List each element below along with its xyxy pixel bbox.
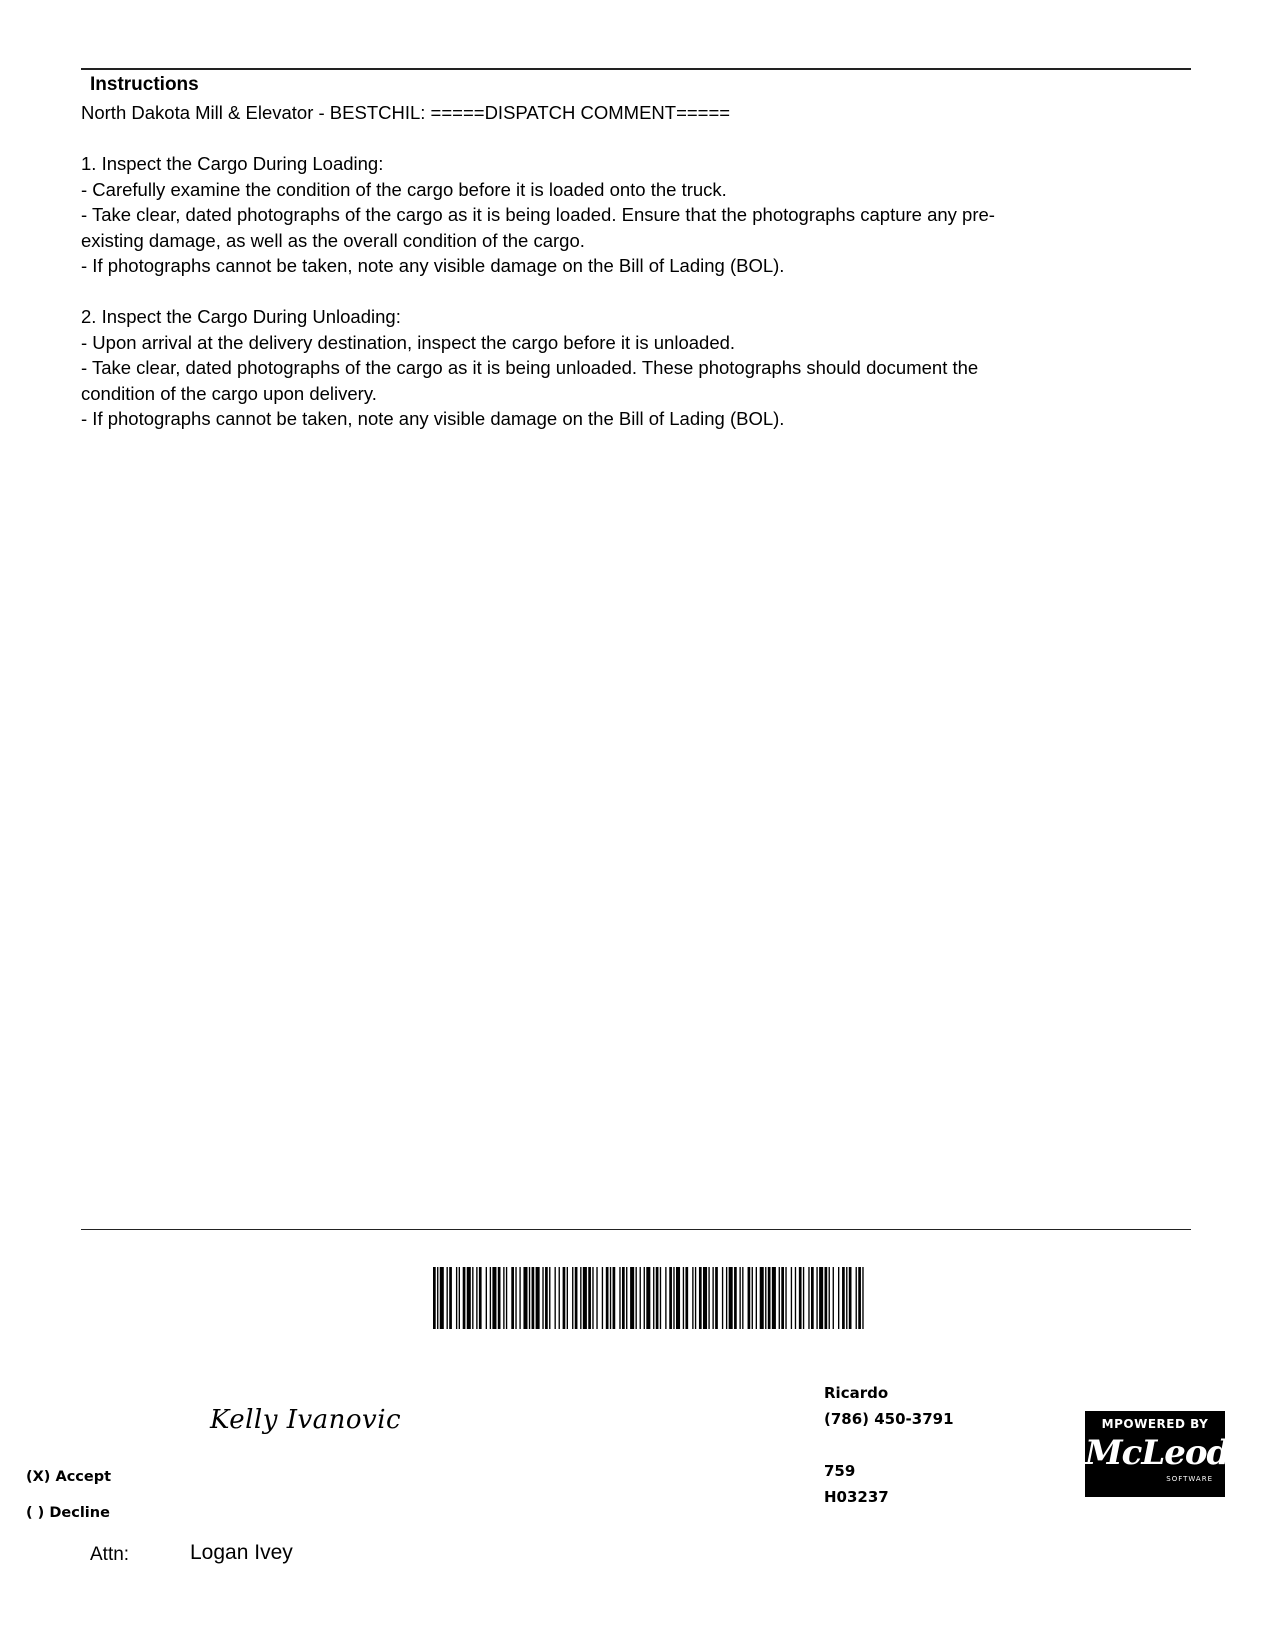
barcode-bar [596, 1267, 597, 1329]
decline-option[interactable]: ( ) Decline [26, 1505, 110, 1521]
barcode-bar [559, 1267, 560, 1329]
barcode-bar [532, 1267, 535, 1329]
barcode-bar [748, 1267, 751, 1329]
barcode-bar [476, 1267, 477, 1329]
contact-phone: (786) 450-3791 [824, 1410, 954, 1428]
barcode-bar [472, 1267, 473, 1329]
logo-main-text: McLeod [1085, 1433, 1230, 1473]
barcode-bar [765, 1267, 766, 1329]
barcode-bar [511, 1267, 514, 1329]
barcode-bar [626, 1267, 627, 1329]
barcode-bar [646, 1267, 650, 1329]
barcode-bar [683, 1267, 684, 1329]
barcode-bar [630, 1267, 634, 1329]
barcode-bar [653, 1267, 654, 1329]
barcode-bar [619, 1267, 620, 1329]
barcode-bar [580, 1267, 581, 1329]
barcode-bar [542, 1267, 543, 1329]
barcode-bar [849, 1267, 852, 1329]
barcode-bar [660, 1267, 661, 1329]
barcode-bar [752, 1267, 753, 1329]
barcode-bar [665, 1267, 666, 1329]
contact-code-1: 759 [824, 1462, 856, 1480]
barcode-bar [695, 1267, 696, 1329]
barcode-bar [447, 1267, 448, 1329]
barcode-bar [768, 1267, 771, 1329]
barcode-bar [856, 1267, 857, 1329]
barcode-bar [739, 1267, 740, 1329]
barcode-bar [726, 1267, 727, 1329]
barcode-bar [808, 1267, 809, 1329]
barcode-bar [440, 1267, 444, 1329]
barcode-bar [669, 1267, 672, 1329]
barcode-bar [644, 1267, 645, 1329]
barcode-bar [846, 1267, 847, 1329]
barcode-bar [459, 1267, 460, 1329]
instructions-title: Instructions [90, 74, 199, 95]
barcode-bar [734, 1267, 737, 1329]
barcode-bar [803, 1267, 804, 1329]
attn-label: Attn: [90, 1544, 130, 1565]
barcode-bar [795, 1267, 796, 1329]
barcode-bar [842, 1267, 845, 1329]
barcode-bar [456, 1267, 457, 1329]
barcode-bar [715, 1267, 718, 1329]
barcode-bar [467, 1267, 471, 1329]
barcode-bar [640, 1267, 641, 1329]
barcode-bar [656, 1267, 659, 1329]
barcode-bar [519, 1267, 520, 1329]
barcode-bar [676, 1267, 680, 1329]
barcode-bar [756, 1267, 757, 1329]
barcode-bar [490, 1267, 491, 1329]
barcode-bar [588, 1267, 591, 1329]
barcode-bar [555, 1267, 556, 1329]
barcode-bar [811, 1267, 814, 1329]
barcode-bar [572, 1267, 573, 1329]
barcode-bar [583, 1267, 587, 1329]
barcode-bar [610, 1267, 611, 1329]
barcode-bar [437, 1267, 438, 1329]
mcleod-logo [1085, 1411, 1230, 1497]
barcode-bar [799, 1267, 802, 1329]
barcode-bar [606, 1267, 609, 1329]
barcode-bar [503, 1267, 504, 1329]
barcode-bar [622, 1267, 625, 1329]
barcode-bar [492, 1267, 496, 1329]
signature: Kelly Ivanovic [210, 1405, 402, 1435]
barcode-bar [829, 1267, 830, 1329]
barcode-bar [529, 1267, 530, 1329]
barcode-bar [833, 1267, 834, 1329]
barcode-bar [712, 1267, 713, 1329]
barcode-bar [545, 1267, 548, 1329]
barcode-bar [486, 1267, 487, 1329]
barcode-bar [592, 1267, 593, 1329]
barcode-bar [433, 1267, 436, 1329]
barcode-bar [563, 1267, 566, 1329]
barcode [433, 1267, 866, 1329]
barcode-bar [673, 1267, 674, 1329]
barcode-bar [685, 1267, 688, 1329]
barcode-bar [791, 1267, 792, 1329]
barcode-bar [515, 1267, 516, 1329]
barcode-bar [549, 1267, 550, 1329]
top-divider [81, 68, 1191, 70]
attn-name: Logan Ivey [190, 1541, 293, 1564]
barcode-bar [567, 1267, 568, 1329]
barcode-bar [463, 1267, 466, 1329]
barcode-bar [498, 1267, 501, 1329]
barcode-bar [708, 1267, 709, 1329]
logo-top-text: MPOWERED BY [1101, 1417, 1209, 1431]
barcode-bar [479, 1267, 482, 1329]
barcode-bar [838, 1267, 839, 1329]
barcode-bar [602, 1267, 603, 1329]
barcode-bar [825, 1267, 828, 1329]
barcode-bar [536, 1267, 540, 1329]
barcode-bar [785, 1267, 786, 1329]
barcode-bar [703, 1267, 707, 1329]
barcode-bar [742, 1267, 743, 1329]
contact-name: Ricardo [824, 1384, 889, 1402]
barcode-bar [779, 1267, 780, 1329]
bottom-divider [81, 1229, 1191, 1230]
barcode-bar [449, 1267, 452, 1329]
barcode-bar [729, 1267, 733, 1329]
barcode-bar [816, 1267, 817, 1329]
barcode-bar [819, 1267, 823, 1329]
barcode-bar [781, 1267, 784, 1329]
contact-code-2: H03237 [824, 1488, 889, 1506]
barcode-bar [772, 1267, 776, 1329]
barcode-bar [862, 1267, 863, 1329]
accept-option[interactable]: (X) Accept [26, 1469, 112, 1485]
instructions-body: North Dakota Mill & Elevator - BESTCHIL: =====DISPATCH COMMENT===== 1. Inspect the Cargo During Loading: - Carefully examine the condition of the cargo before it is loaded onto the truck. - Take clear, dated photographs of the cargo as it is being loaded. Ensure that the photographs capture any pre- existing damage, as well as the overall condition of the cargo. - If photographs cannot be taken, note any visible damage on the Bill of Lading (BOL). 2. Inspect the Cargo During Unloading: - Upon arrival at the delivery destination, inspect the cargo before it is unloaded. - Take clear, dated photographs of the cargo as it is being unloaded. These photographs should document the condition of the cargo upon delivery. - If photographs cannot be taken, note any visible damage on the Bill of Lading (BOL). [81, 102, 995, 429]
logo-sub-text: SOFTWARE [1166, 1475, 1213, 1483]
barcode-bar [636, 1267, 637, 1329]
barcode-bar [699, 1267, 702, 1329]
barcode-bar [575, 1267, 578, 1329]
barcode-bar [722, 1267, 723, 1329]
barcode-bar [613, 1267, 616, 1329]
barcode-bar [506, 1267, 507, 1329]
barcode-bar [858, 1267, 861, 1329]
barcode-bar [692, 1267, 693, 1329]
barcode-bar [760, 1267, 764, 1329]
barcode-bar [523, 1267, 527, 1329]
